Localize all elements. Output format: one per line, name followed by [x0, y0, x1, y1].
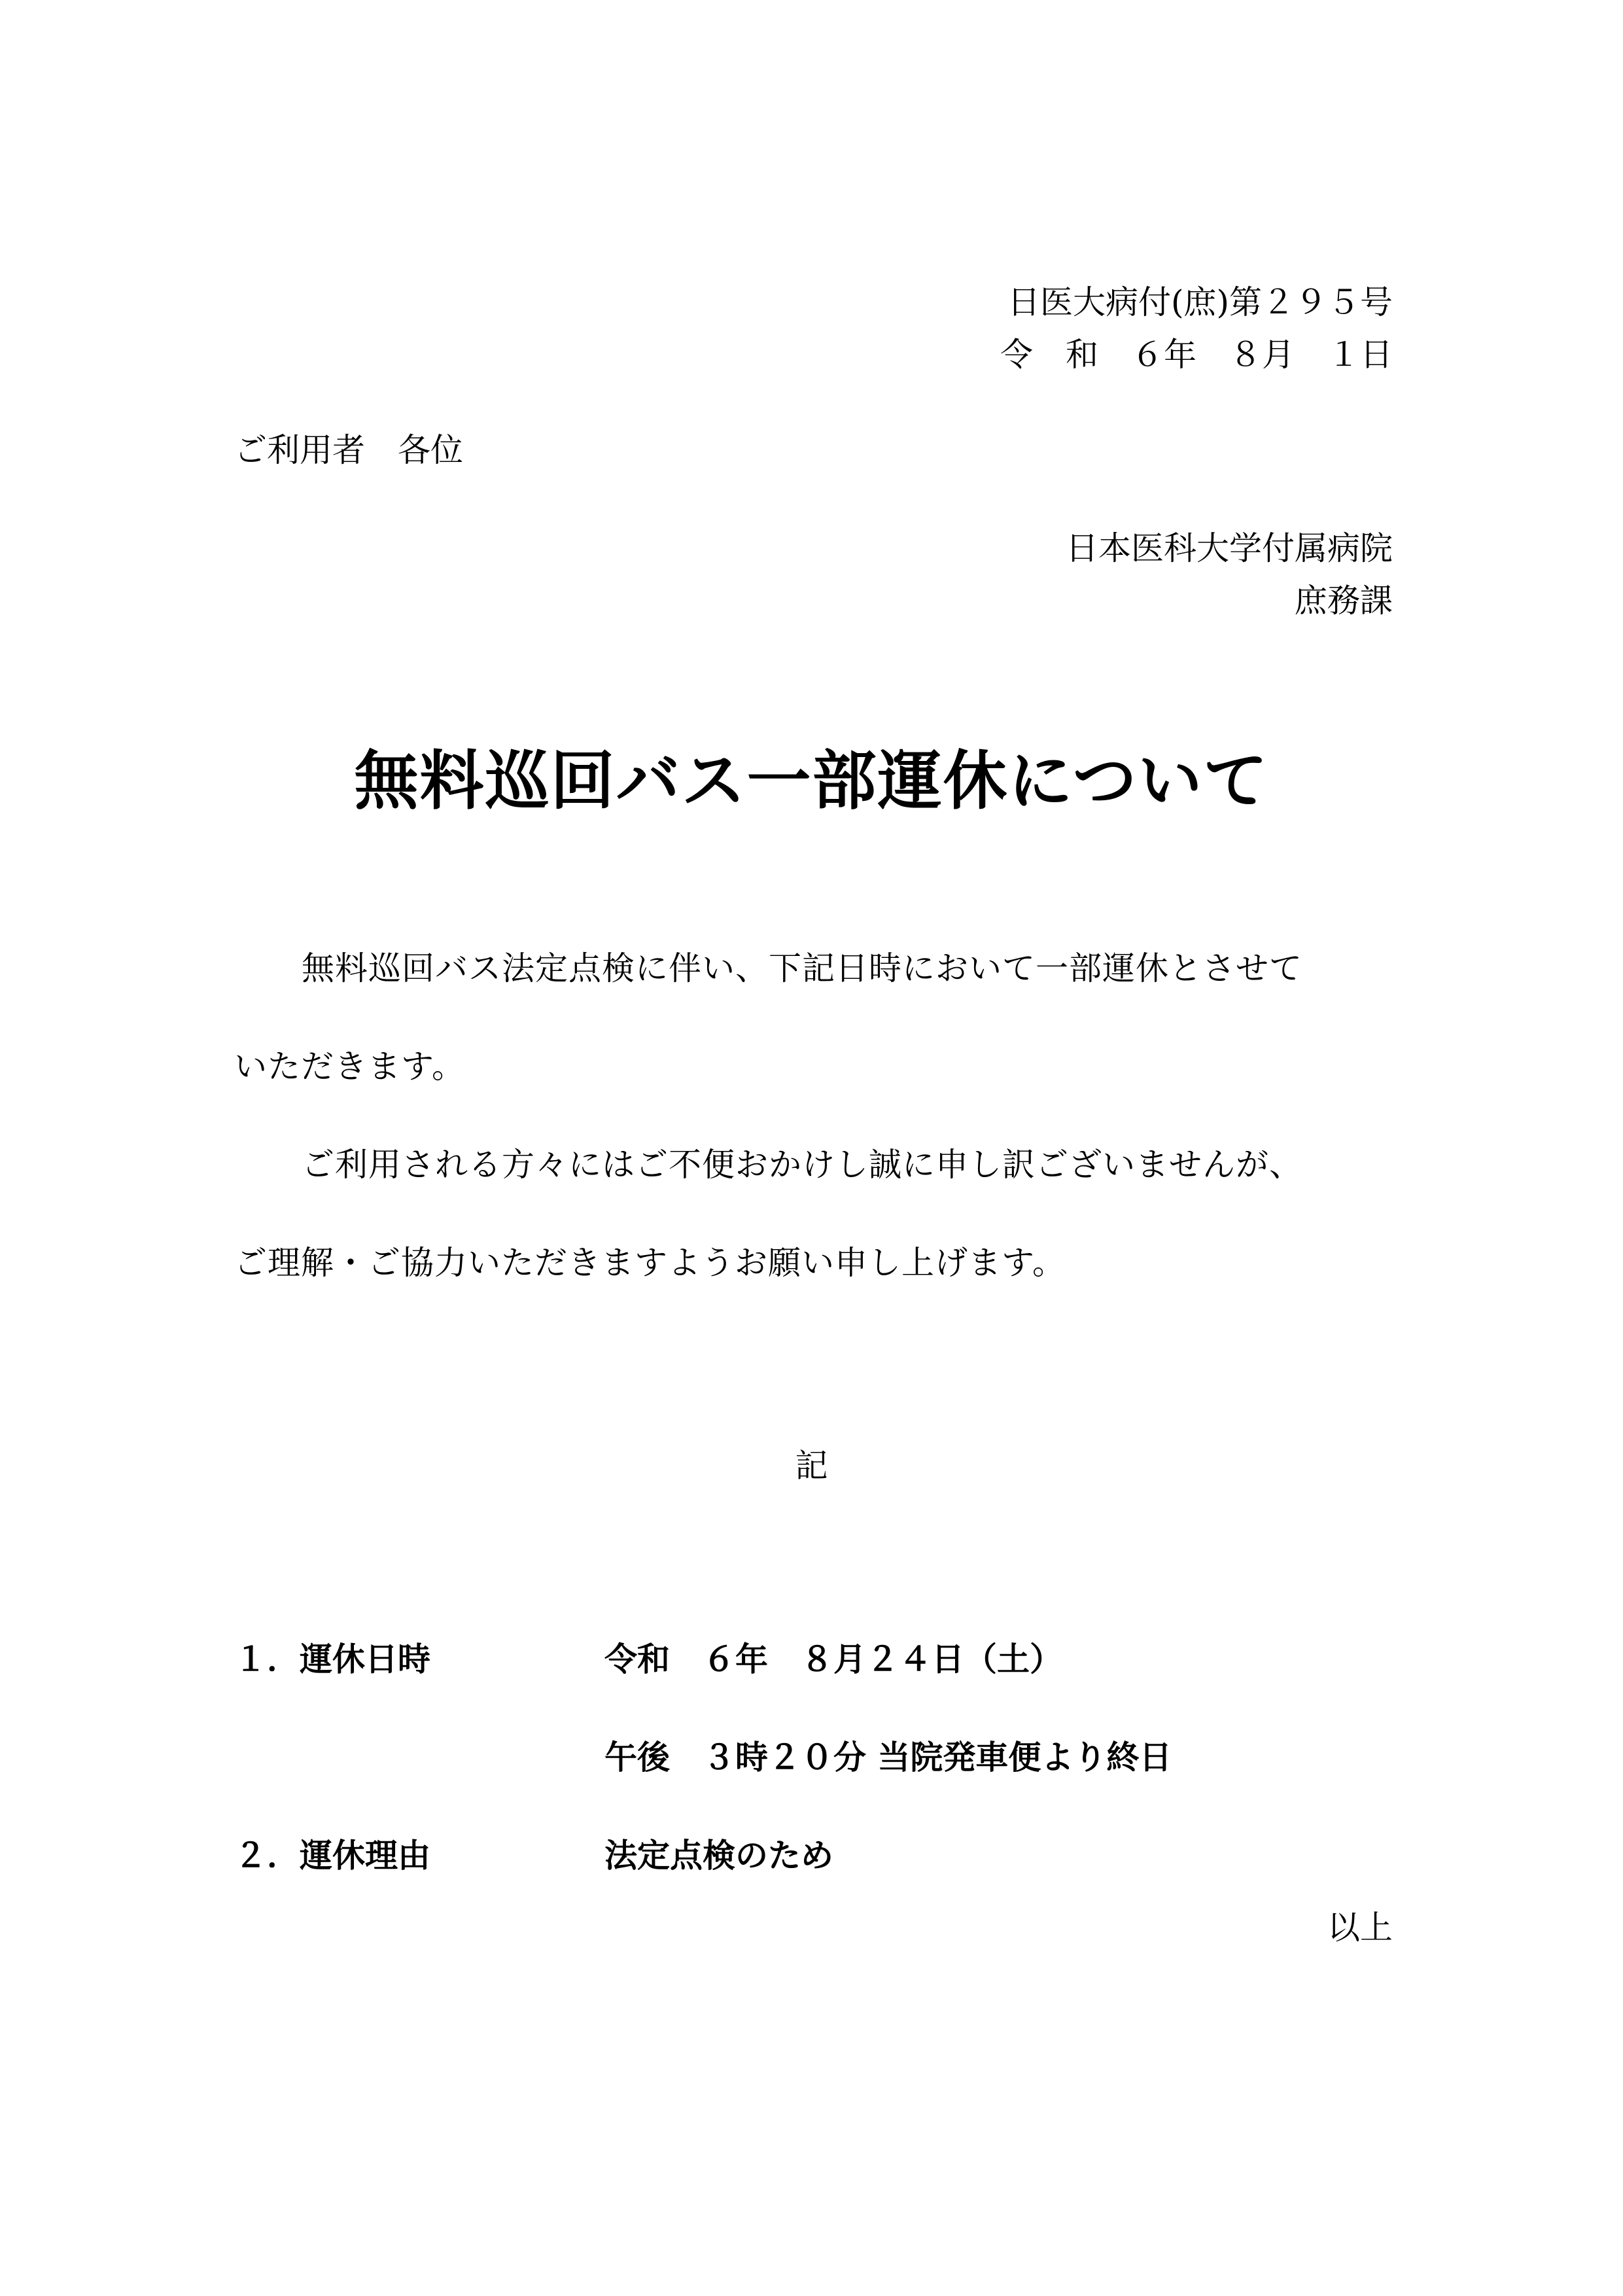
ki-heading: 記 — [795, 1447, 828, 1485]
paragraph2-line2: ご理解・ご協力いただきますようお願い申し上げます。 — [234, 1244, 1066, 1282]
item-value-suspension-time: 午後 ３時２０分 当院発車便より終日 — [604, 1738, 1172, 1776]
document-number: 日医大病付(庶)第２９５号 — [1007, 283, 1393, 321]
item-label-suspension-reason: ２．運休理由 — [234, 1836, 430, 1875]
paragraph1-line1: 無料巡回バス法定点検に伴い、下記日時において一部運休とさせて — [268, 949, 1302, 987]
paragraph1-line2: いただきます。 — [234, 1048, 465, 1086]
closing-mark: 以上 — [1327, 1909, 1393, 1947]
sender-department: 庶務課 — [1295, 582, 1393, 620]
item-label-suspension-datetime: １．運休日時 — [234, 1640, 430, 1678]
paragraph2-line1: ご利用される方々にはご不便おかけし誠に申し訳ございませんが、 — [268, 1146, 1302, 1184]
sender-organization: 日本医科大学付属病院 — [1066, 529, 1393, 567]
item-value-suspension-date: 令和 ６年 ８月２４日（土） — [604, 1640, 1062, 1678]
addressee: ご利用者 各位 — [234, 431, 463, 469]
item-value-suspension-reason: 法定点検のため — [604, 1836, 833, 1875]
document-date: 令 和 ６年 ８月 １日 — [1000, 336, 1393, 374]
document-title: 無料巡回バス一部運休について — [354, 743, 1269, 819]
